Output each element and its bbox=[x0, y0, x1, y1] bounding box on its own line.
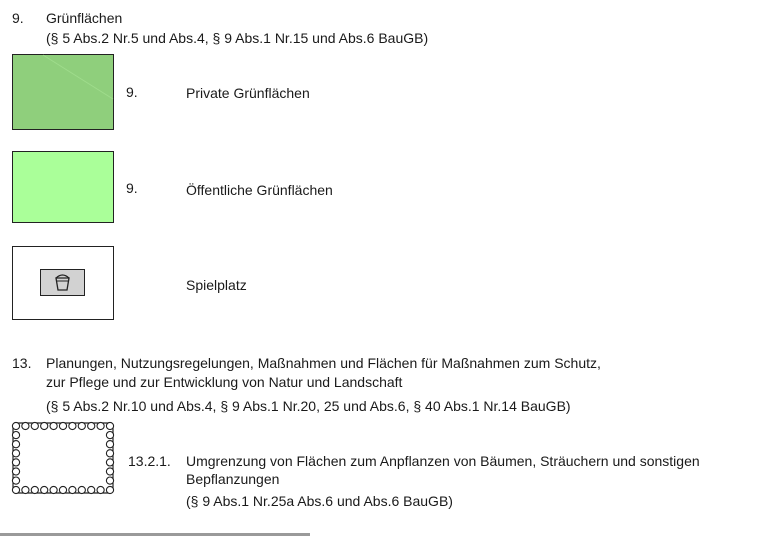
item-13-label-line-2: Bepflanzungen bbox=[186, 471, 280, 487]
boundary-circle bbox=[106, 441, 113, 448]
item-13-label-line-1: Umgrenzung von Flächen zum Anpflanzen von Bäumen, Sträuchern und sonstigen bbox=[186, 453, 700, 469]
item-13-number: 13.2.1. bbox=[128, 453, 171, 469]
planting-boundary-symbol bbox=[10, 420, 116, 496]
boundary-circle bbox=[22, 422, 29, 429]
section-13-title-line-2: zur Pflege und zur Entwicklung von Natur und Landschaft bbox=[46, 374, 403, 390]
section-9-number: 9. bbox=[12, 10, 24, 26]
boundary-circle bbox=[22, 486, 29, 493]
boundary-circle bbox=[12, 468, 19, 475]
boundary-circle bbox=[78, 422, 85, 429]
boundary-circle bbox=[106, 432, 113, 439]
section-9-title: Grünflächen bbox=[46, 10, 123, 26]
boundary-circle bbox=[97, 486, 104, 493]
boundary-circle bbox=[12, 486, 19, 493]
boundary-circle bbox=[69, 422, 76, 429]
boundary-circle bbox=[50, 422, 57, 429]
boundary-circle bbox=[97, 422, 104, 429]
boundary-circle bbox=[41, 486, 48, 493]
section-9-legal-reference: (§ 5 Abs.2 Nr.5 und Abs.4, § 9 Abs.1 Nr.15 und Abs.6 BauGB) bbox=[46, 30, 429, 46]
boundary-circle bbox=[12, 432, 19, 439]
boundary-circle bbox=[12, 450, 19, 457]
item-13-legal-reference: (§ 9 Abs.1 Nr.25a Abs.6 und Abs.6 BauGB) bbox=[186, 493, 453, 509]
hatch-diagonal bbox=[13, 55, 113, 129]
section-13-title-line-1: Planungen, Nutzungsregelungen, Maßnahmen und Flächen für Maßnahmen zum Schutz, bbox=[46, 355, 601, 371]
boundary-circle bbox=[106, 468, 113, 475]
boundary-circle bbox=[88, 486, 95, 493]
boundary-circle bbox=[41, 422, 48, 429]
boundary-circle bbox=[88, 422, 95, 429]
boundary-circle bbox=[69, 486, 76, 493]
boundary-circle bbox=[106, 477, 113, 484]
boundary-circle bbox=[31, 486, 38, 493]
item-private-number: 9. bbox=[126, 84, 138, 100]
item-public-number: 9. bbox=[126, 180, 138, 196]
boundary-circle bbox=[106, 486, 113, 493]
boundary-circle bbox=[106, 450, 113, 457]
section-13-number: 13. bbox=[12, 355, 32, 371]
playground-sign bbox=[40, 269, 85, 296]
item-public-label: Öffentliche Grünflächen bbox=[186, 182, 333, 198]
boundary-circle bbox=[12, 477, 19, 484]
boundary-line bbox=[13, 423, 113, 493]
boundary-circle bbox=[50, 486, 57, 493]
boundary-circle bbox=[12, 459, 19, 466]
item-playground-label: Spielplatz bbox=[186, 277, 247, 293]
bucket-icon bbox=[40, 269, 85, 296]
private-green-area-symbol bbox=[12, 54, 114, 130]
boundary-circle bbox=[59, 486, 66, 493]
playground-symbol bbox=[12, 246, 114, 320]
section-13-legal-reference: (§ 5 Abs.2 Nr.10 und Abs.4, § 9 Abs.1 Nr.20, 25 und Abs.6, § 40 Abs.1 Nr.14 BauGB) bbox=[46, 398, 571, 414]
boundary-circle bbox=[31, 422, 38, 429]
item-private-label: Private Grünflächen bbox=[186, 85, 310, 101]
boundary-circle bbox=[12, 441, 19, 448]
boundary-circle bbox=[78, 486, 85, 493]
boundary-circle bbox=[106, 422, 113, 429]
boundary-circle bbox=[12, 422, 19, 429]
public-green-area-symbol bbox=[12, 151, 114, 223]
boundary-circle bbox=[59, 422, 66, 429]
boundary-circle bbox=[106, 459, 113, 466]
